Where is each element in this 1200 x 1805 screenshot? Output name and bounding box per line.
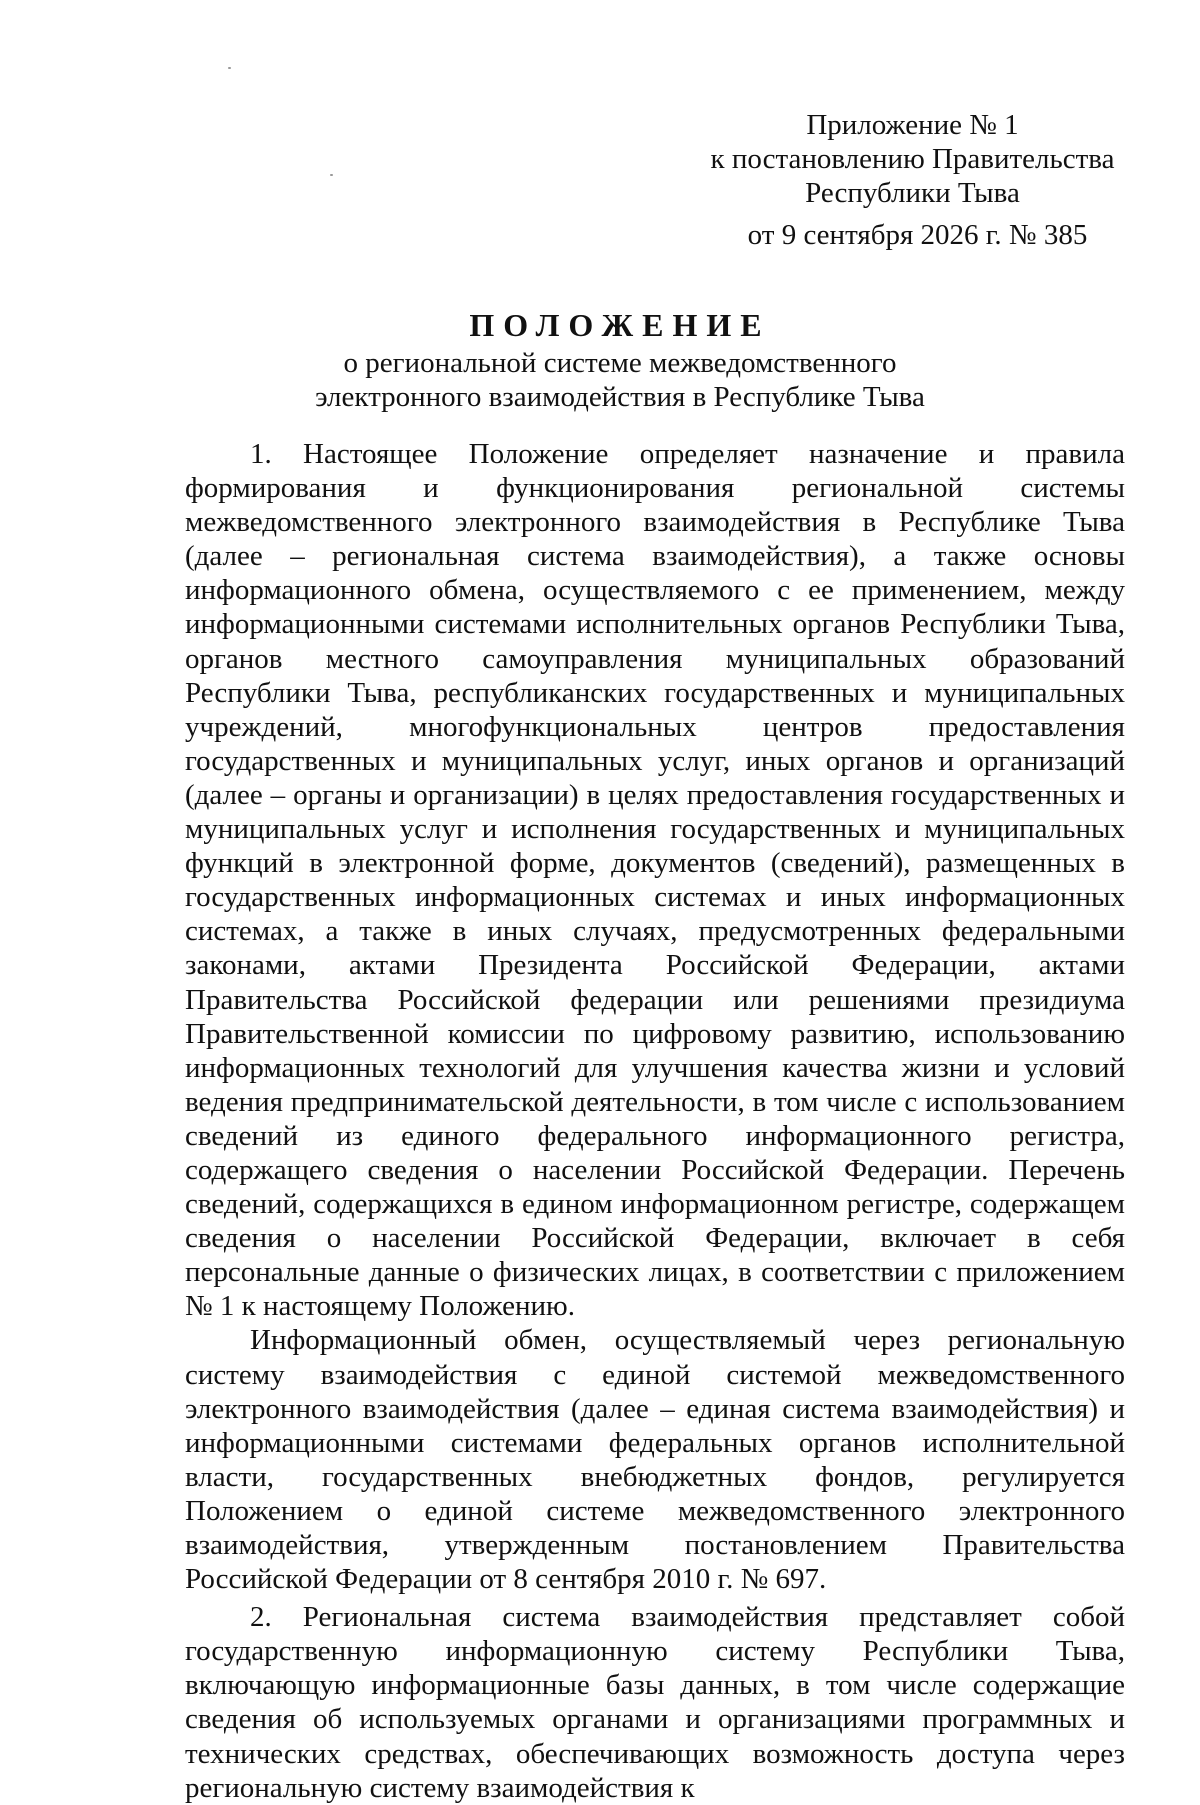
- scan-speck: [228, 67, 231, 69]
- annex-date: от 9 сентября 2026 г. № 385: [747, 219, 1088, 251]
- annex-number: Приложение № 1: [806, 109, 1019, 141]
- paragraph-1: 1. Настоящее Положение определяет назначение и правила формирования и функционирования региональной системы межведомственного электронного взаимодействия в Республике Тыва (далее – региональная система взаимодействия), а также основы информационного обмена, осуществляемого с ее применением, между информационными системами исполнительных органов Республики Тыва, органов местного самоуправления муниципальных образований Республики Тыва, республиканских государственных и муниципальных учреждений, многофункциональных центров предоставления государственных и муниципальных услуг, иных органов и организаций (далее – органы и организации) в целях предоставления государственных и муниципальных услуг и исполнения государственных и муниципальных функций в электронной форме, документов (сведений), размещенных в государственных информационных системах и иных информационных системах, а также в иных случаях, предусмотренных федеральными законами, актами Президента Российской Федерации, актами Правительства Российской федерации или решениями президиума Правительственной комиссии по цифровому развитию, использованию информационных технологий для улучшения качества жизни и условий ведения предпринимательской деятельности, в том числе с использованием сведений из единого федерального информационного регистра, содержащего сведения о населении Российской Федерации. Перечень сведений, содержащихся в едином информационном регистре, содержащем сведения о населении Российской Федерации, включает в себя персональные данные о физических лицах, в соответствии с приложением № 1 к настоящему Положению.: [185, 438, 1125, 1323]
- document-heading: [180, 304, 1060, 414]
- paragraph-3: 2. Региональная система взаимодействия представляет собой государственную информационную систему Республики Тыва, включающую информационные базы данных, в том числе содержащие сведения об используемых органами и организациями программных и технических средствах, обеспечивающих возможность доступа через региональную систему взаимодействия к: [185, 1601, 1125, 1804]
- document-title: ПОЛОЖЕНИЕ: [469, 307, 771, 343]
- annex-republic: Республики Тыва: [805, 177, 1020, 209]
- document-subtitle-line2: электронного взаимодействия в Республике Тыва: [315, 381, 925, 413]
- document-subtitle-line1: о региональной системе межведомственного: [343, 347, 897, 379]
- scan-speck: [330, 174, 333, 176]
- annex-resolution: к постановлению Правительства: [710, 143, 1115, 175]
- paragraph-2: Информационный обмен, осуществляемый через региональную систему взаимодействия с единой системой межведомственного электронного взаимодействия (далее – единая система взаимодействия) и информационными системами федеральных органов исполнительной власти, государственных внебюджетных фондов, регулируется Положением о единой системе межведомственного электронного взаимодействия, утвержденным постановлением Правительства Российской Федерации от 8 сентября 2010 г. № 697.: [185, 1324, 1125, 1596]
- document-body: [185, 437, 1125, 1805]
- annex-block: [690, 108, 1135, 252]
